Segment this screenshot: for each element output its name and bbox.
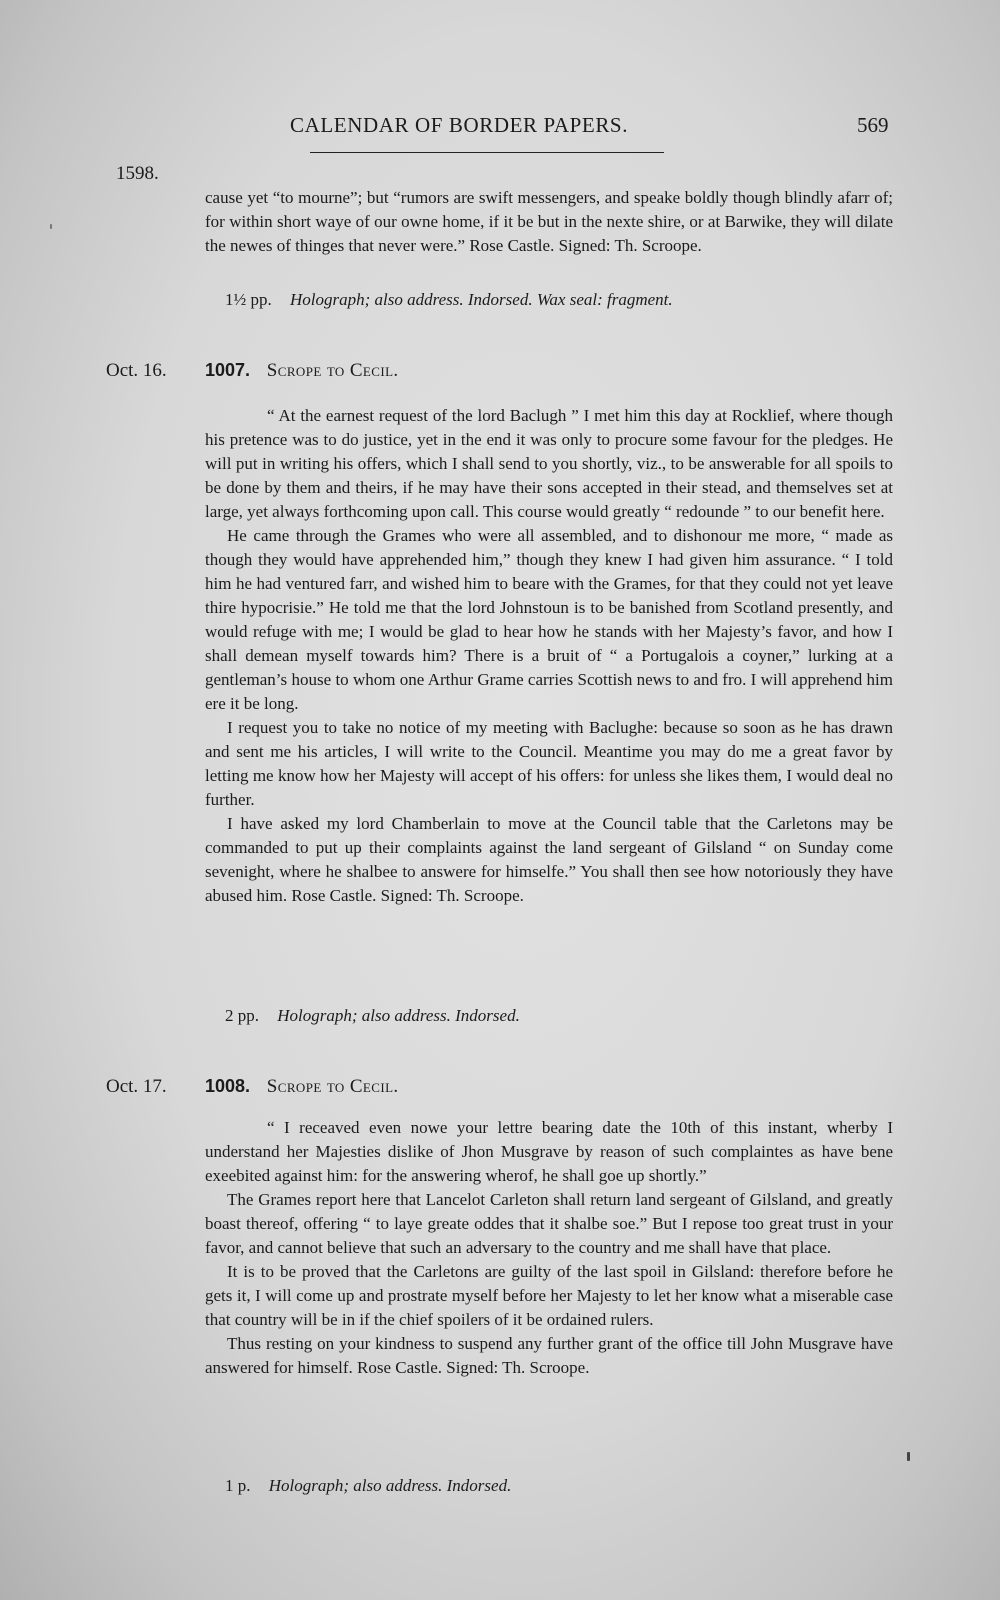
entry-paragraph: I request you to take no notice of my meeting with Baclughe: because so soon as he has drawn and sent me his articles, I will write to the Council. Meantime you may do me a great favor by letting me know how her Majesty will accept of his offers: for unless she likes them, I would deal no further. xyxy=(205,718,893,809)
entry-paragraph: The Grames report here that Lancelot Carleton shall return land sergeant of Gilsland, and greatly boast thereof, offering “ to laye greate oddes that it shalbe soe.” But I repose too great trust in your favor, and cannot believe that such an adversary to the country and me shall have that place. xyxy=(205,1190,893,1257)
entry-body xyxy=(205,1116,893,1380)
note-description: Holograph; also address. Indorsed. Wax seal: fragment. xyxy=(290,290,673,309)
entry-number: 1007. xyxy=(205,360,251,380)
entry-paragraph: I have asked my lord Chamberlain to move at the Council table that the Carletons may be commanded to put up their complaints against the land sergeant of Gilsland “ on Sunday come sevenight, where he shalbee to answere for himselfe.” You shall then see how notoriously they have abused him. Rose Castle. Signed: Th. Scroope. xyxy=(205,814,893,905)
entry-paragraph: “ I receaved even nowe your lettre bearing date the 10th of this instant, wherby I understand her Majesties dislike of Jhon Musgrave by reason of such complaintes as have bene exeebited against him: for the answering wherof, he shall goe up shortly.” xyxy=(205,1118,893,1185)
entry-number: 1008. xyxy=(205,1076,251,1096)
entry-paragraph: It is to be proved that the Carletons are guilty of the last spoil in Gilsland: therefore before he gets it, I will come up and prostrate myself before her Majesty to let her know what a miserable case that country will be in if the chief spoilers of it be ordained rulers. xyxy=(205,1262,893,1329)
entry-paragraph: Thus resting on your kindness to suspend any further grant of the office till John Musgrave have answered for himself. Rose Castle. Signed: Th. Scroope. xyxy=(205,1334,893,1377)
entry-date: Oct. 17. xyxy=(106,1076,167,1097)
continuation-text xyxy=(205,186,893,258)
entry-title: Scrope to Cecil. xyxy=(266,360,399,381)
entry-heading xyxy=(205,360,399,382)
margin-year: 1598. xyxy=(116,163,159,184)
note-pages: 1½ pp. xyxy=(225,290,272,309)
note-pages: 2 pp. xyxy=(225,1006,259,1025)
ink-speck xyxy=(50,224,52,229)
entry-date: Oct. 16. xyxy=(106,360,167,381)
entry-paragraph: He came through the Grames who were all assembled, and to dishonour me more, “ made as though they would have apprehended him,” though they knew I had given him assurance. “ I told him he had ventured farr, and wished him to beare with the Grames, for that they could not yet leave thire hypocrisie.” He told me that the lord Johnstoun is to be banished from Scotland presently, and would refuge with me; I would be glad to hear how he stands with her Majesty’s favor, and how I shall demean myself towards him? There is a bruit of “ a Portugalois a coyner,” lurking at a gentleman’s house to whom one Arthur Grame carries Scottish news to and fro. I will apprehend him ere it be long. xyxy=(205,526,893,713)
ink-speck xyxy=(907,1452,910,1461)
page-header xyxy=(0,108,1000,152)
entry-heading xyxy=(205,1076,399,1098)
continuation-note xyxy=(225,290,673,310)
note-description: Holograph; also address. Indorsed. xyxy=(277,1006,520,1025)
running-title: CALENDAR OF BORDER PAPERS. xyxy=(290,113,629,137)
entry-title: Scrope to Cecil. xyxy=(266,1076,399,1097)
entry-note xyxy=(225,1006,520,1026)
continuation-paragraph: cause yet “to mourne”; but “rumors are swift messengers, and speake boldly though blindly afarr of; for within short waye of our owne home, if it be but in the nexte shire, or at Barwike, they will dilate the newes of thinges that never were.” Rose Castle. Signed: Th. Scroope. xyxy=(205,188,893,255)
header-rule xyxy=(310,152,664,153)
note-pages: 1 p. xyxy=(225,1476,251,1495)
entry-paragraph: “ At the earnest request of the lord Baclugh ” I met him this day at Rocklief, where though his pretence was to do justice, yet in the end it was only to procure some favour for the pledges. He will put in writing his offers, which I shall send to you shortly, viz., to be answerable for all spoils to be done by them and theirs, if he may have their sons accepted in their stead, and themselves set at large, yet always forthcoming upon call. This course would greatly “ redounde ” to our benefit here. xyxy=(205,406,893,521)
page-number: 569 xyxy=(857,113,889,137)
note-description: Holograph; also address. Indorsed. xyxy=(268,1476,512,1495)
entry-note xyxy=(225,1476,511,1496)
entry-body xyxy=(205,404,893,908)
